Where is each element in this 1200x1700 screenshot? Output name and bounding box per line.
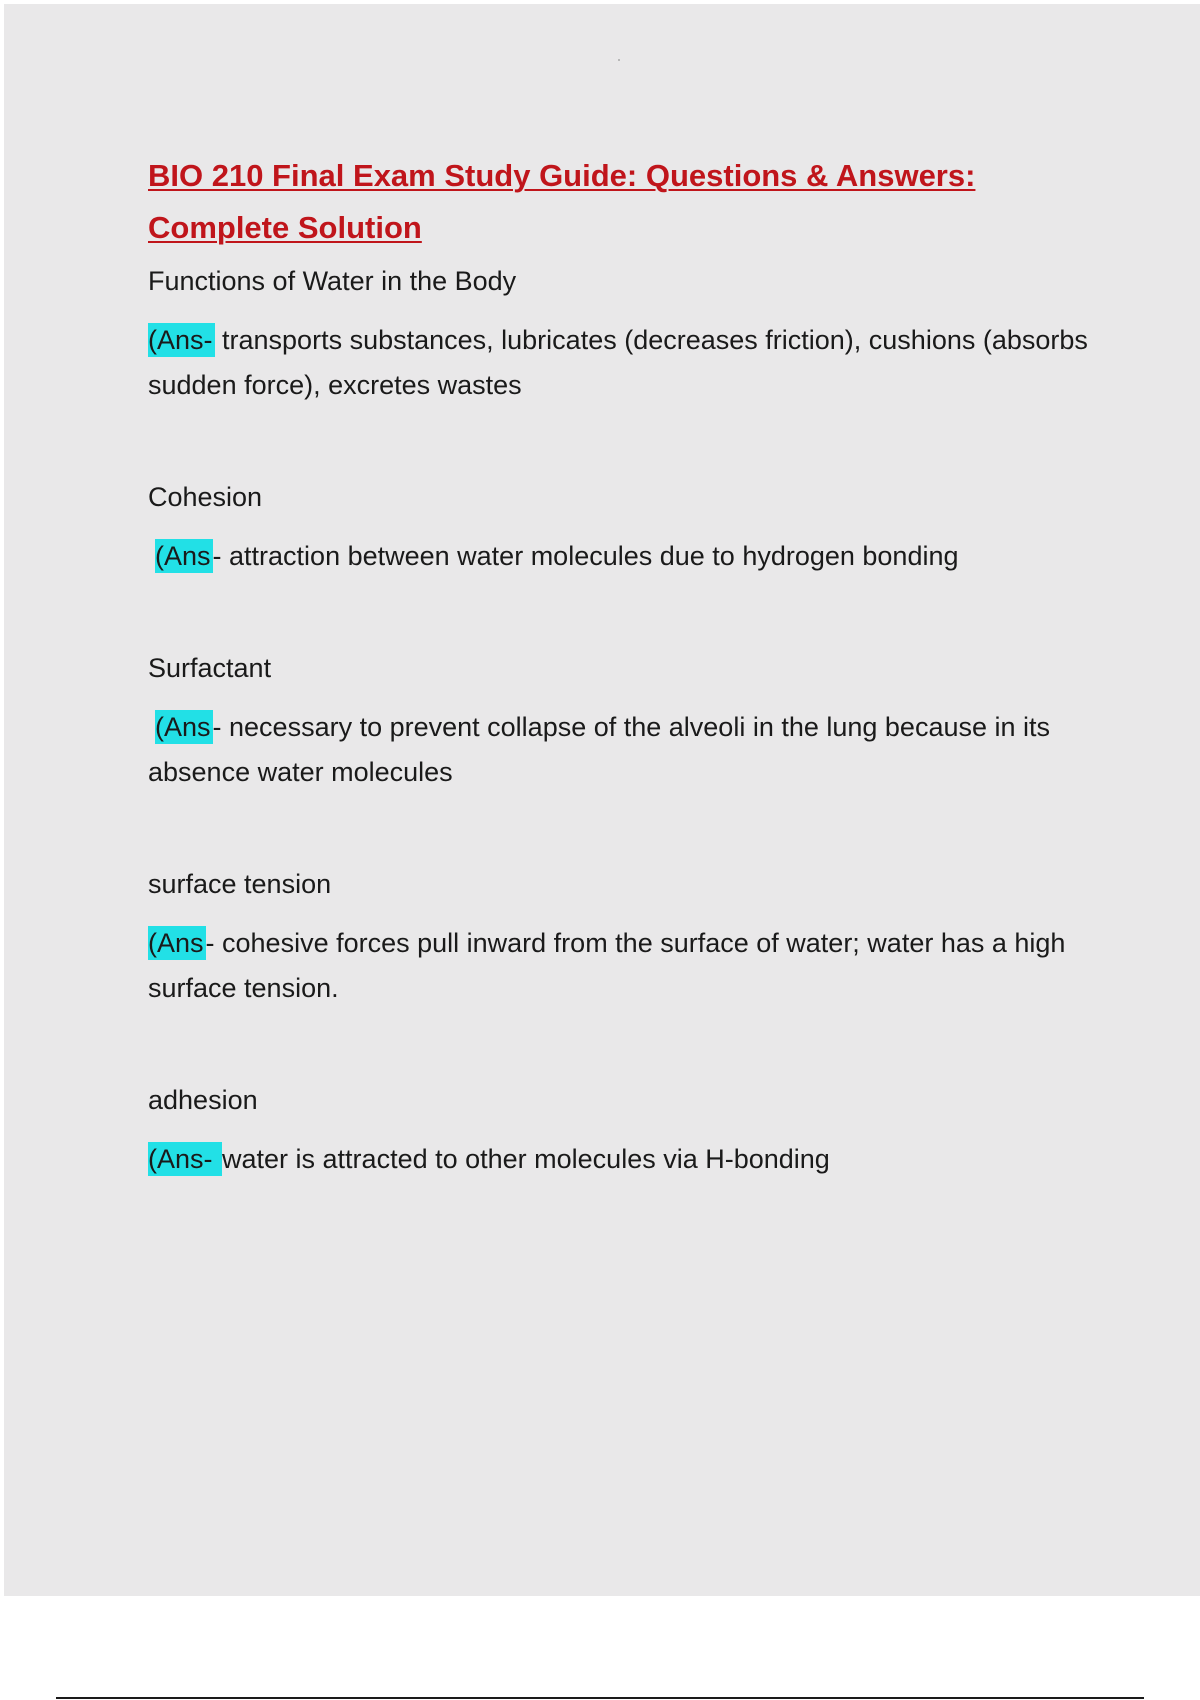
answer-highlight: (Ans [155, 541, 211, 571]
entry-term: adhesion [148, 1085, 258, 1115]
qa-entry [148, 649, 1088, 795]
answer-highlight: (Ans- [148, 325, 213, 355]
entry-term: Surfactant [148, 653, 272, 683]
answer-text: - attraction between water molecules due to hydrogen bonding [212, 541, 959, 571]
scan-speck [618, 59, 620, 61]
document-title: BIO 210 Final Exam Study Guide: Questions & Answers: Complete Solution [148, 158, 976, 245]
entry-answer [148, 705, 1088, 795]
document-page [4, 4, 1200, 1596]
entry-answer [148, 1137, 1088, 1182]
entry-answer [148, 318, 1088, 408]
entry-answer [148, 534, 1088, 579]
answer-text: water is attracted to other molecules via H-bonding [222, 1144, 830, 1174]
answer-highlight: (Ans- [148, 1144, 221, 1174]
answer-highlight: (Ans [155, 712, 211, 742]
qa-entry [148, 1081, 1088, 1182]
document-content [148, 150, 1088, 1182]
entry-term: Functions of Water in the Body [148, 266, 517, 296]
qa-entry [148, 478, 1088, 579]
answer-text: - cohesive forces pull inward from the surface of water; water has a high surface tension. [148, 928, 1066, 1003]
answer-text: - necessary to prevent collapse of the alveoli in the lung because in its absence water molecules [148, 712, 1051, 787]
qa-entry [148, 262, 1088, 408]
entry-term: Cohesion [148, 482, 263, 512]
answer-highlight: (Ans [148, 928, 204, 958]
entry-answer [148, 921, 1088, 1011]
qa-entry [148, 865, 1088, 1011]
footer-rule [56, 1697, 1144, 1699]
entry-term: surface tension [148, 869, 332, 899]
answer-text: transports substances, lubricates (decreases friction), cushions (absorbs sudden force), excretes wastes [148, 325, 1088, 400]
